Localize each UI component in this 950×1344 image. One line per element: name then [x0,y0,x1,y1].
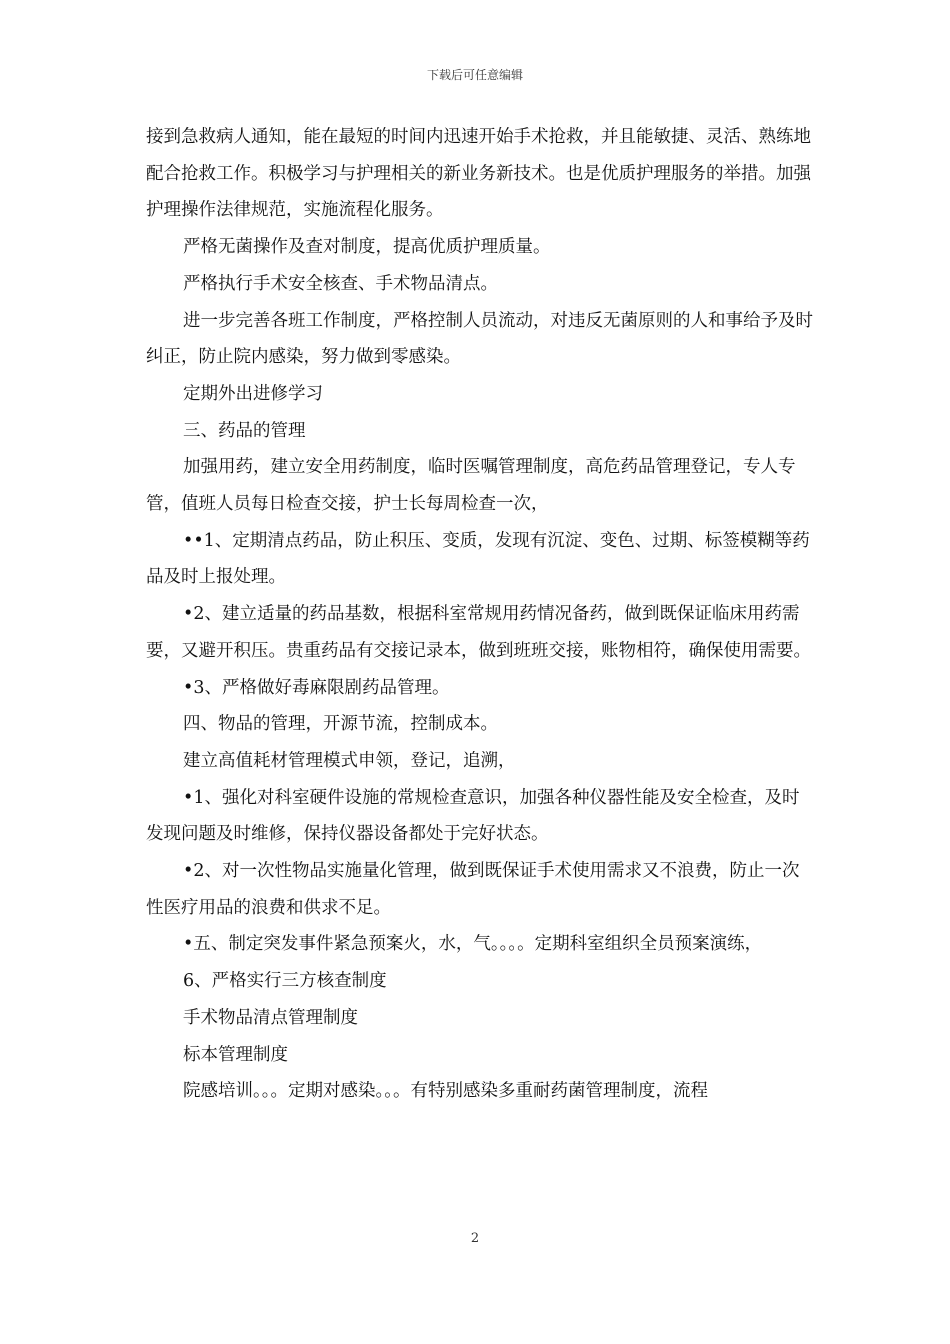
paragraph: 加强用药，建立安全用药制度，临时医嘱管理制度，高危药品管理登记，专人专管，值班人员每日检查交接，护士长每周检查一次， [146,457,796,515]
paragraph: 定期外出进修学习 [183,383,323,404]
list-item: •五、制定突发事件紧急预案火，水，气。。。。定期科室组织全员预案演练， [183,934,763,955]
paragraph: 手术物品清点管理制度 [183,1007,358,1028]
paragraph: 标本管理制度 [183,1044,288,1065]
list-item: •1、强化对科室硬件设施的常规检查意识，加强各种仪器性能及安全检查，及时发现问题及时维修，保持仪器设备都处于完好状态。 [146,787,800,845]
document-body [146,119,814,1110]
paragraph: 6、严格实行三方核查制度 [183,971,387,992]
list-item: •3、严格做好毒麻限剧药品管理。 [183,677,450,698]
list-item: •2、建立适量的药品基数，根据科室常规用药情况备药，做到既保证临床用药需要，又避开积压。贵重药品有交接记录本，做到班班交接，账物相符，确保使用需要。 [146,604,811,661]
page-header: 下载后可任意编辑 [426,68,523,82]
page-number: 2 [470,1231,480,1246]
list-item: •2、对一次性物品实施量化管理，做到既保证手术使用需求又不浪费，防止一次性医疗用品的浪费和供求不足。 [146,861,800,918]
paragraph: 建立高值耗材管理模式申领，登记，追溯， [183,750,516,771]
list-item: ••1、定期清点药品，防止积压、变质，发现有沉淀、变色、过期、标签模糊等药品及时上报处理。 [146,530,810,588]
paragraph: 接到急救病人通知，能在最短的时间内迅速开始手术抢救，并且能敏捷、灵活、熟练地配合抢救工作。积极学习与护理相关的新业务新技术。也是优质护理服务的举措。加强护理操作法律规范，实施流程化服务。 [146,127,811,221]
paragraph: 严格执行手术安全核查、手术物品清点。 [183,273,498,294]
paragraph: 进一步完善各班工作制度，严格控制人员流动，对违反无菌原则的人和事给予及时纠正，防止院内感染，努力做到零感染。 [146,310,813,368]
paragraph: 院感培训。。。定期对感染。。。有特别感染多重耐药菌管理制度，流程 [183,1081,708,1102]
section-heading: 四、物品的管理，开源节流，控制成本。 [183,714,498,735]
section-heading: 三、药品的管理 [183,420,306,441]
paragraph: 严格无菌操作及查对制度，提高优质护理质量。 [183,237,551,258]
